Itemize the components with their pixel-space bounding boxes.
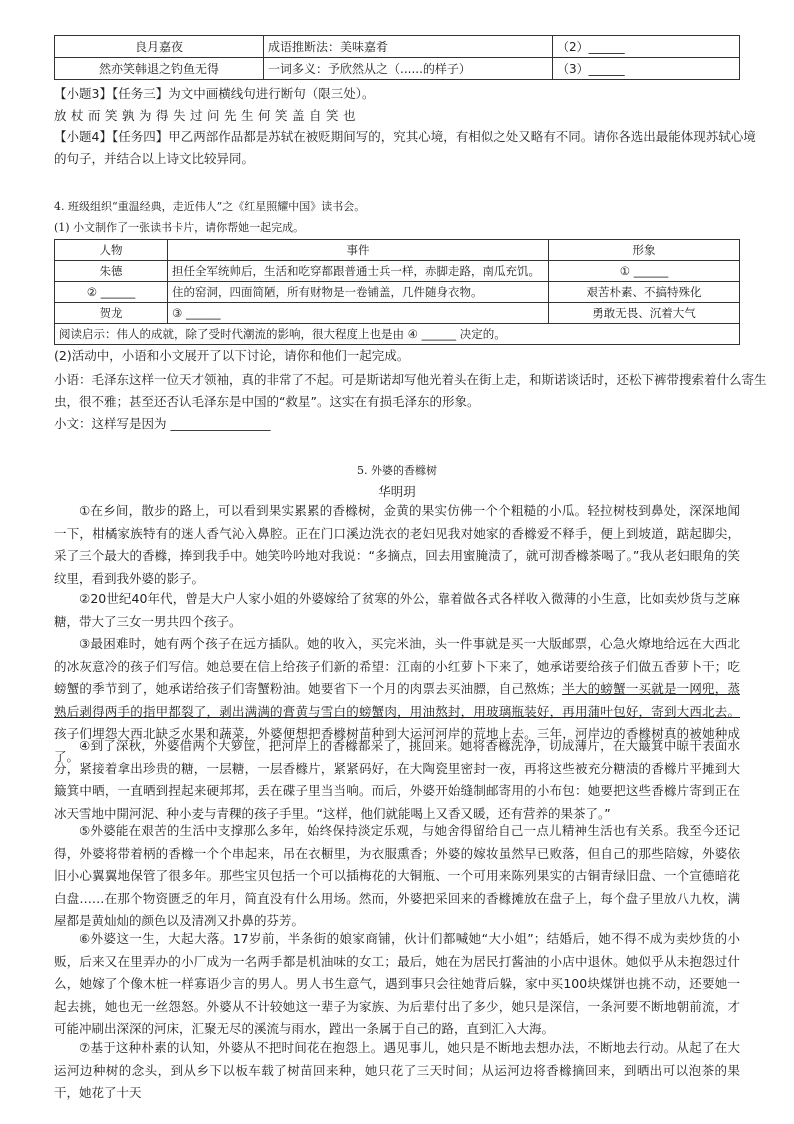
rhetoric-table (54, 35, 740, 80)
table-row (55, 58, 740, 80)
table-header-row (55, 240, 740, 261)
table-cell: 勇敢无畏、沉着大气 (549, 303, 740, 324)
section-4-heading: 4. 班级组织“重温经典，走近伟人”之《红星照耀中国》读书会。 (54, 200, 366, 213)
underlined-sentence: 半大的螃蟹一买就是一网兜，蒸熟后剥得两手的指甲都裂了，剥出满满的膏黄与雪白的螃蟹肉，用油熬封，用玻璃瓶装好，再用蒲叶包好，寄到大西北去。 (54, 681, 740, 719)
xiaoyu-line-2: 虫，很不雅；甚至还否认毛泽东是中国的“救星”。这实在有损毛泽东的形象。 (54, 394, 480, 409)
question-3-sentence: 放杖而笑孰为得失过问先生何笑盖自笑也 (54, 108, 361, 123)
article-author: 华明玥 (378, 484, 416, 499)
paragraph-5: ⑤外婆能在艰苦的生活中支撑那么多年，始终保持淡定乐观，与她舍得留给自己一点儿精神生活也有关系。我至今还记得，外婆将带着柄的香橼一个个串起来，吊在衣橱里，为衣服熏香；外婆的嫁妆虽然早已败落，但自己的那些陪嫁，外婆依旧小心翼翼地保管了很多年。那些宝贝包括一个可以插梅花的大铜瓶、一个可用来陈列果实的古铜青绿旧盘、一个宣德暗花白盘……在那个物资匮乏的年月，简直没有什么用场。然而，外婆把采回来的香橼摊放在盘子上，每个盘子里放八九枚，满屋都是黄灿灿的颜色以及清冽又扑鼻的芬芳。 (54, 823, 740, 928)
answer-blank-2[interactable]: （2）______ (553, 36, 740, 58)
table-row (55, 303, 740, 324)
paragraph-7: ⑦基于这种朴素的认知，外婆从不把时间花在抱怨上。遇见事儿，她只是不断地去想办法，不断地去行动。从起了在大运河边种树的念头，到从乡下以板车载了树苗回来种，她只花了三天时间；从运河边将香橼摘回来，到晒出可以泡茶的果干，她花了十天 (54, 1040, 740, 1100)
reading-card-table (54, 239, 740, 345)
question-4-line-1: 【小题4】【任务四】甲乙两部作品都是苏轼在被贬期间写的，究其心境，有相似之处又略有不同。请你各选出最能体现苏轼心境 (54, 129, 756, 144)
question-3-prompt: 【小题3】【任务三】为文中画横线句进行断句（限三处）。 (54, 86, 375, 101)
table-cell: 然亦笑韩退之钓鱼无得 (55, 58, 264, 80)
question-4-line-2: 的句子，并结合以上诗文比较异同。 (54, 151, 255, 166)
column-header: 人物 (55, 240, 168, 261)
table-cell: 成语推断法：美味嘉肴 (264, 36, 553, 58)
table-row (55, 282, 740, 303)
paragraph-3-end: 孩子们埋怨大西北缺乏水果和蔬菜，外婆便想把香橼树苗种到大运河河岸的荒地上去。三年，河岸边的香橼树真的被她种成了。 (54, 726, 740, 764)
table-cell: 贺龙 (55, 303, 168, 324)
paragraph-4: ④到了深秋，外婆借两个大箩筐，把河岸上的香橼都采了，挑回来。她将香橼洗净，切成薄片，在大簸箕中晾干表面水分，紧接着拿出珍贵的糖，一层糖，一层香橼片，紧紧码好，在大陶瓷里密封一夜，再将这些被充分糖渍的香橼片平摊到大簸箕中晒，一直晒到捏起来硬邦邦，丢在碟子里当当响。而后，外婆开始缝制邮寄用的小布包：她要把这些香橼片寄到正在冰天雪地中開河泥、种小麦与青稞的孩子手里。“这样，他们就能喝上又香又暖，还有营养的果茶了。” (54, 738, 740, 821)
answer-blank-3[interactable]: （3）______ (553, 58, 740, 80)
table-footer-row (55, 324, 740, 345)
column-header: 形象 (549, 240, 740, 261)
table-cell: 一词多义：予欣然从之（......的样子） (264, 58, 553, 80)
xiaoyu-line-1: 小语：毛泽东这样一位天才领袖，真的非常了不起。可是斯诺却写他光着头在街上走，和斯诺谈话时，还松下裤带搜索着什么寄生 (54, 372, 767, 387)
table-cell: 艰苦朴素、不搞特殊化 (549, 282, 740, 303)
paragraph-1: ①在乡间，散步的路上，可以看到果实累累的香橼树，金黄的果实仿佛一个个粗糙的小瓜。轻拉树枝到鼻处，深深地闻一下，柑橘家族特有的迷人香气沁入鼻腔。正在门口溪边洗衣的老妇见我对她家的香橼爱不释手，便上到坡道，踮起脚尖，采了三个最大的香橼，捧到我手中。她笑吟吟地对我说：“多摘点，回去用蜜腌渍了，就可沏香橼茶喝了。”我从老妇眼角的笑纹里，看到我外婆的影子。 (54, 503, 740, 586)
answer-blank-1[interactable]: ① ______ (549, 261, 740, 282)
column-header: 事件 (168, 240, 549, 261)
table-cell: 朱德 (55, 261, 168, 282)
section-4-sub-1: (1) 小文制作了一张读书卡片，请你帮她一起完成。 (54, 221, 305, 234)
reading-insight: 阅读启示：伟人的成就，除了受时代潮流的影响，很大程度上也是由 ④ ______ 决定的。 (55, 324, 740, 345)
paragraph-3-start: ③最困难时，她有两个孩子在远方插队。她的收入，买完米油，头一件事就是买一大版邮票，心急火燎地给远在大西北的冰灰意冷的孩子们写信。她总要在信上给孩子们新的希望：江南的小红萝卜下来了，她承诺要给孩子们做五香萝卜干；吃螃蟹的季节到了，她承诺给孩子们寄蟹粉油。她要省下一个月的肉票去买油膘，自己熬炼； (54, 636, 740, 696)
table-row (55, 261, 740, 282)
table-row (55, 36, 740, 58)
xiaowen-answer-line[interactable]: 小文：这样写是因为 ________________ (54, 416, 271, 431)
article-title: 5. 外婆的香橼树 (357, 464, 437, 477)
paragraph-6: ⑥外婆这一生，大起大落。17岁前，半条街的娘家商铺，伙计们都喊她“大小姐”；结婚后，她不得不成为卖炒货的小贩，后来又在里弄办的小厂成为一名两手都是机油味的女工；最后，她在为居民打酱油的小店中退休。她似乎从未抱怨过什么，她嫁了个像木桩一样寡语少言的男人。男人书生意气，遇到事只会往她背后躲，家中买100块煤饼也挑不动，还要她一起去挑，她也无一丝怨怒。外婆从不计较她这一辈子为家族、为后辈付出了多少，她只是深信，一条河要不断地朝前流，才可能冲刷出深深的河床，汇聚无尽的溪流与雨水，蹚出一条属于自己的路，直到汇入大海。 (54, 931, 740, 1036)
table-cell: 担任全军统帅后，生活和吃穿都跟普通士兵一样，赤脚走路，南瓜充饥。 (168, 261, 549, 282)
paragraph-2: ②20世纪40年代，曾是大户人家小姐的外婆嫁给了贫寒的外公，靠着做各式各样收入微薄的小生意，比如卖炒货与芝麻糖，带大了三女一男共四个孩子。 (54, 591, 740, 629)
table-cell: 住的窑洞，四面简陋，所有财物是一卷铺盖，几件随身衣物。 (168, 282, 549, 303)
answer-blank-2[interactable]: ② ______ (55, 282, 168, 303)
table-cell: 良月嘉夜 (55, 36, 264, 58)
section-4-sub-2: (2)活动中，小语和小文展开了以下讨论，请你和他们一起完成。 (54, 348, 410, 363)
answer-blank-3[interactable]: ③ ______ (168, 303, 549, 324)
